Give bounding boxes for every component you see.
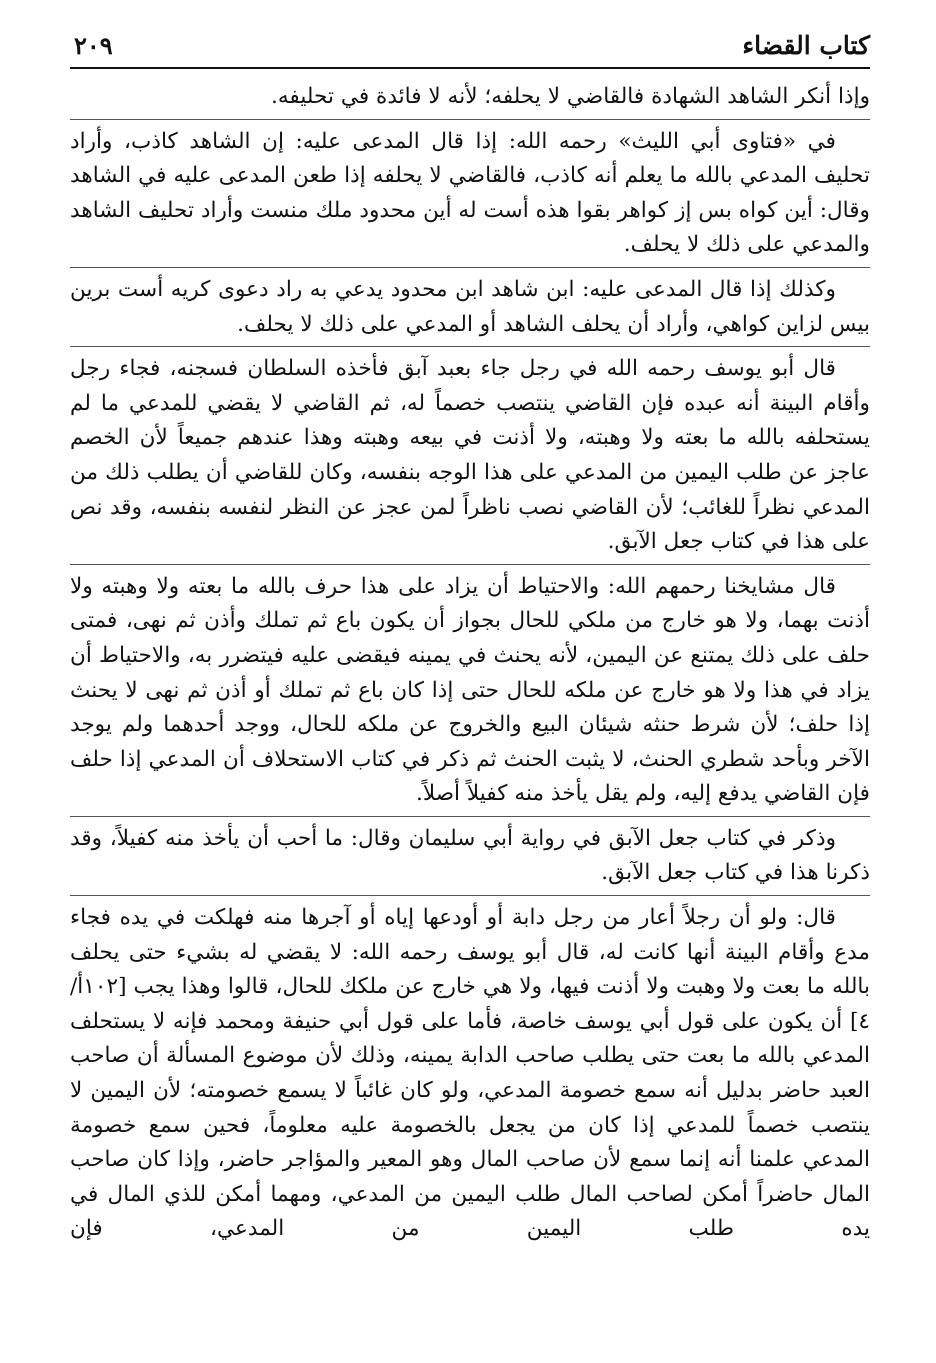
paragraph-divider (70, 119, 870, 120)
paragraph: قال أبو يوسف رحمه الله في رجل جاء بعبد آبق فأخذه السلطان فسجنه، فجاء رجل وأقام البينة أنه عبده فإن القاضي ينتصب خصماً له، ثم القاضي لا يقضي للمدعي ما لم يستحلفه بالله ما بعته ولا وهبته، ولا أذنت في بيعه وهبته وهذا عندهم جميعاً لأن الخصم عاجز عن طلب اليمين من المدعي على هذا الوجه بنفسه، وكان للقاضي أن يطلب ذلك من المدعي نظراً للغائب؛ لأن القاضي نصب ناظراً لمن عجز عن النظر لنفسه بنفسه، وقد نص على هذا في كتاب جعل الآبق. (70, 356, 870, 555)
paragraph: وإذا أنكر الشاهد الشهادة فالقاضي لا يحلفه؛ لأنه لا فائدة في تحليفه. (270, 84, 870, 109)
paragraph: قال مشايخنا رحمهم الله: والاحتياط أن يزاد على هذا حرف بالله ما بعته ولا وهبته ولا أذنت بهما، ولا هو خارج من ملكي للحال بجواز أن يكون باع ثم تملك وأذن ثم نهى، فمتى حلف على ذلك يمتنع عن اليمين، لأنه يحنث في يمينه فيقضى عليه فيتضرر به، والاحتياط أن يزاد في هذا ولا هو خارج عن ملكه للحال حتى إذا كان باع ثم تملك أو أذن ثم نهى لا يحنث إذا حلف؛ لأن شرط حنثه شيئان البيع والخروج عن ملكه للحال، ووجد أحدهما ولم يوجد الآخر وبأحد شطري الحنث، لا يثبت الحنث ثم ذكر في كتاب الاستحلاف أن المدعي إذا حلف فإن القاضي يدفع إليه، ولم يقل يأخذ منه كفيلاً أصلاً. (70, 573, 870, 807)
paragraph-divider (70, 346, 870, 347)
paragraph-divider (70, 267, 870, 268)
chapter-title: كتاب القضاء (742, 31, 870, 60)
page-body (70, 80, 870, 1247)
paragraph: وكذلك إذا قال المدعى عليه: ابن شاهد ابن محدود يدعي به راد دعوى كريه أست برين بيس لزاين كواهي، وأراد أن يحلف الشاهد أو المدعي على ذلك لا يحلف. (70, 276, 870, 337)
page-header (70, 28, 870, 68)
paragraph: في «فتاوى أبي الليث» رحمه الله: إذا قال المدعى عليه: إن الشاهد كاذب، وأراد تحليف المدعي بالله ما يعلم أنه كاذب، فالقاضي لا يحلفه إذا طعن المدعى عليه في الشاهد وقال: أين كواه بس إز كواهر بقوا هذه أست له أين محدود ملك منست وأراد تحليف الشاهد والمدعي على ذلك لا يحلف. (70, 128, 870, 258)
paragraph: وذكر في كتاب جعل الآبق في رواية أبي سليمان وقال: ما أحب أن يأخذ منه كفيلاً، وقد ذكرنا هذا في كتاب جعل الآبق. (70, 825, 870, 886)
page-number: ٢٠٩ (74, 31, 113, 60)
paragraph: قال: ولو أن رجلاً أعار من رجل دابة أو أودعها إياه أو آجرها منه فهلكت في يده فجاء مدع وأقام البينة أنها كانت له، قال أبو يوسف رحمه الله: لا يقضي له بشيء حتى يحلف بالله ما بعت ولا وهبت ولا أذنت فيها، ولا هي خارج عن ملكك للحال، قالوا وهذا يجب [١٠٢أ/٤] أن يكون على قول أبي يوسف خاصة، فأما على قول أبي حنيفة ومحمد فإنه لا يستحلف المدعي بالله ما بعت حتى يطلب صاحب الدابة يمينه، وذلك لأن موضوع المسألة أن صاحب العبد حاضر بدليل أنه سمع خصومة المدعي، ولو كان غائباً لا يسمع خصومته؛ لأن اليمين لا ينتصب خصماً للمدعي إذا كان من يجعل بالخصومة عليه معلوماً، فحين سمع خصومة المدعي علمنا أنه إنما سمع لأن صاحب المال وهو المعير والمؤاجر حاضر، وإذا كان صاحب المال حاضراً أمكن لصاحب المال طلب اليمين من المدعي، ومهما أمكن للذي المال في يده طلب اليمين من المدعي، فإن (70, 905, 870, 1242)
paragraph-divider (70, 564, 870, 565)
paragraph-divider (70, 895, 870, 896)
header-rule (70, 67, 870, 69)
paragraph-divider (70, 816, 870, 817)
